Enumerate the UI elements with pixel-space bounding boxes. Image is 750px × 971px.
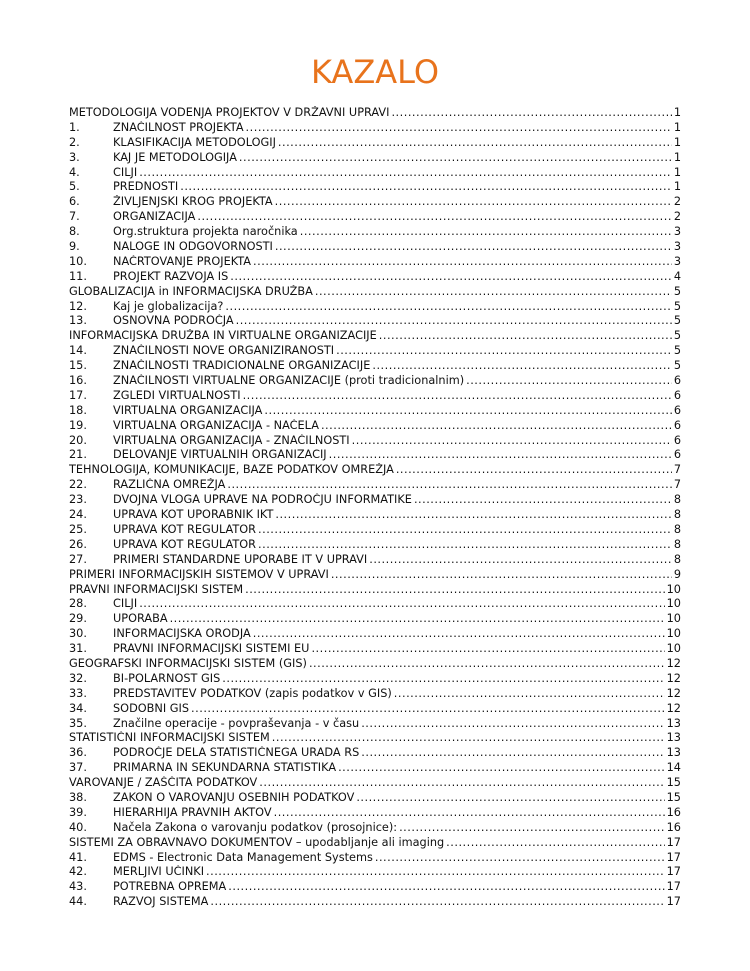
toc-entry[interactable] [69, 717, 681, 732]
toc-dot-leader [394, 687, 665, 702]
toc-entry[interactable] [69, 300, 681, 315]
toc-entry[interactable] [69, 597, 681, 612]
toc-entry-page: 8 [673, 522, 681, 536]
toc-entry[interactable] [69, 255, 681, 270]
toc-entry-number: 37. [69, 761, 87, 775]
toc-entry-label: ZNAČILNOSTI VIRTUALNE ORGANIZACIJE (proti tradicionalnim) [113, 374, 465, 388]
toc-entry[interactable] [69, 612, 681, 627]
toc-entry-number: 16. [69, 374, 87, 388]
toc-entry-number: 13. [69, 314, 87, 328]
toc-entry[interactable] [69, 851, 681, 866]
toc-entry[interactable] [69, 180, 681, 195]
toc-entry-page: 1 [673, 180, 681, 194]
toc-entry[interactable] [69, 642, 681, 657]
toc-dot-leader [258, 523, 672, 538]
toc-entry-label: CILJI [113, 165, 138, 179]
toc-entry-label: DELOVANJE VIRTUALNIH ORGANIZACIJ [113, 448, 327, 462]
toc-entry-number: 5. [69, 180, 80, 194]
toc-dot-leader [275, 508, 671, 523]
toc-entry-page: 8 [673, 552, 681, 566]
toc-entry-page: 8 [673, 537, 681, 551]
toc-entry[interactable] [69, 404, 681, 419]
toc-entry[interactable] [69, 821, 681, 836]
toc-entry-number: 20. [69, 433, 87, 447]
toc-entry-page: 1 [673, 120, 681, 134]
toc-entry-page: 9 [673, 567, 681, 581]
toc-entry[interactable] [69, 359, 681, 374]
toc-entry-page: 2 [673, 195, 681, 209]
table-of-contents [69, 106, 681, 910]
toc-entry-page: 5 [673, 314, 681, 328]
toc-entry-page: 15 [666, 776, 681, 790]
toc-dot-leader [259, 776, 664, 791]
toc-entry-label: PROJEKT RAZVOJA IS [113, 269, 229, 283]
toc-entry-number: 4. [69, 165, 80, 179]
toc-entry-page: 8 [673, 493, 681, 507]
toc-entry-page: 12 [666, 686, 681, 700]
toc-entry-page: 10 [666, 642, 681, 656]
toc-entry-label: KLASIFIKACIJA METODOLOGIJ [113, 135, 276, 149]
toc-entry-page: 4 [673, 269, 681, 283]
toc-dot-leader [191, 702, 665, 717]
toc-dot-leader [253, 627, 665, 642]
toc-dot-leader [274, 806, 665, 821]
toc-entry-label: UPRAVA KOT REGULATOR [113, 537, 257, 551]
toc-entry-number: 31. [69, 642, 87, 656]
toc-entry-page: 3 [673, 240, 681, 254]
toc-dot-leader [236, 314, 672, 329]
toc-entry-page: 10 [666, 612, 681, 626]
toc-entry-label: VIRTUALNA ORGANIZACIJA [113, 403, 263, 417]
toc-entry-page: 5 [673, 329, 681, 343]
toc-entry[interactable] [69, 285, 681, 300]
toc-entry[interactable] [69, 106, 681, 121]
toc-entry-number: 1. [69, 120, 80, 134]
toc-dot-leader [315, 285, 672, 300]
toc-entry[interactable] [69, 195, 681, 210]
toc-entry-number: 34. [69, 701, 87, 715]
toc-entry-number: 7. [69, 210, 80, 224]
toc-entry-label: ŽIVLJENJSKI KROG PROJEKTA [113, 195, 273, 209]
toc-entry-label: UPRAVA KOT REGULATOR [113, 522, 257, 536]
toc-entry[interactable] [69, 836, 681, 851]
toc-entry-page: 17 [666, 895, 681, 909]
toc-dot-leader [264, 404, 671, 419]
toc-dot-leader [258, 538, 672, 553]
toc-entry-number: 9. [69, 240, 80, 254]
toc-entry[interactable] [69, 419, 681, 434]
toc-entry[interactable] [69, 374, 681, 389]
toc-entry-number: 39. [69, 805, 87, 819]
toc-entry-page: 10 [666, 597, 681, 611]
toc-entry-label: KAJ JE METODOLOGIJA [113, 150, 237, 164]
toc-entry-number: 11. [69, 269, 87, 283]
toc-dot-leader [466, 374, 672, 389]
toc-entry-number: 38. [69, 790, 87, 804]
toc-entry-label: BI-POLARNOST GIS [113, 671, 221, 685]
toc-entry-number: 36. [69, 746, 87, 760]
toc-dot-leader [230, 270, 672, 285]
toc-entry[interactable] [69, 389, 681, 404]
toc-entry-number: 17. [69, 388, 87, 402]
toc-entry-label: PRIMERI INFORMACIJSKIH SISTEMOV V UPRAVI [69, 567, 329, 581]
toc-entry-label: NAČRTOVANJE PROJEKTA [113, 254, 252, 268]
toc-entry-page: 3 [673, 254, 681, 268]
toc-entry[interactable] [69, 151, 681, 166]
toc-dot-leader [206, 865, 665, 880]
toc-dot-leader [375, 851, 665, 866]
toc-entry[interactable] [69, 329, 681, 344]
toc-entry-number: 30. [69, 627, 87, 641]
toc-entry[interactable] [69, 136, 681, 151]
toc-dot-leader [361, 717, 664, 732]
toc-entry-number: 8. [69, 225, 80, 239]
toc-dot-leader [239, 151, 672, 166]
page-title: KAZALO [311, 53, 439, 91]
toc-entry-label: STATISTIČNI INFORMACIJSKI SISTEM [69, 731, 270, 745]
toc-entry[interactable] [69, 865, 681, 880]
toc-entry-number: 12. [69, 299, 87, 313]
toc-entry-number: 41. [69, 850, 87, 864]
toc-dot-leader [311, 642, 664, 657]
toc-dot-leader [170, 612, 665, 627]
toc-entry-label: POTREBNA OPREMA [113, 880, 227, 894]
toc-dot-leader [253, 255, 672, 270]
toc-dot-leader [227, 478, 671, 493]
toc-dot-leader [372, 359, 671, 374]
toc-entry[interactable] [69, 225, 681, 240]
toc-entry-label: DVOJNA VLOGA UPRAVE NA PODROČJU INFORMATIKE [113, 493, 412, 507]
toc-entry[interactable] [69, 463, 681, 478]
toc-entry-page: 12 [666, 701, 681, 715]
toc-entry-page: 5 [673, 284, 681, 298]
toc-entry-number: 10. [69, 254, 87, 268]
toc-entry-label: CILJI [113, 597, 138, 611]
toc-entry-number: 19. [69, 418, 87, 432]
toc-entry-label: PRAVNI INFORMACIJSKI SISTEM [69, 582, 244, 596]
toc-entry-label: TEHNOLOGIJA, KOMUNIKACIJE, BAZE PODATKOV OMREŽJA [69, 463, 394, 477]
toc-entry-label: UPORABA [113, 612, 168, 626]
toc-entry-label: SISTEMI ZA OBRAVNAVO DOKUMENTOV – upodabljanje ali imaging [69, 835, 445, 849]
toc-entry-label: PODROČJE DELA STATISTIČNEGA URADA RS [113, 746, 360, 760]
toc-entry[interactable] [69, 895, 681, 910]
toc-entry-number: 28. [69, 597, 87, 611]
toc-dot-leader [338, 761, 665, 776]
toc-entry-page: 1 [673, 150, 681, 164]
toc-entry-page: 10 [666, 627, 681, 641]
toc-entry-number: 15. [69, 359, 87, 373]
toc-entry-page: 6 [673, 374, 681, 388]
toc-dot-leader [391, 106, 671, 121]
toc-entry[interactable] [69, 523, 681, 538]
toc-entry[interactable] [69, 448, 681, 463]
toc-entry-page: 5 [673, 359, 681, 373]
toc-dot-leader [329, 448, 672, 463]
toc-entry-label: PREDNOSTI [113, 180, 179, 194]
toc-dot-leader [197, 210, 671, 225]
toc-entry-number: 26. [69, 537, 87, 551]
toc-entry-number: 44. [69, 895, 87, 909]
toc-entry-label: ZAKON O VAROVANJU OSEBNIH PODATKOV [113, 790, 355, 804]
toc-entry[interactable] [69, 478, 681, 493]
toc-dot-leader [139, 597, 664, 612]
toc-entry-page: 7 [673, 463, 681, 477]
toc-entry-number: 43. [69, 880, 87, 894]
toc-entry-label: PRAVNI INFORMACIJSKI SISTEMI EU [113, 642, 310, 656]
toc-dot-leader [245, 583, 665, 598]
toc-entry-page: 3 [673, 225, 681, 239]
toc-entry-label: OSNOVNA PODROČJA [113, 314, 234, 328]
toc-entry-page: 16 [666, 820, 681, 834]
toc-entry-page: 14 [666, 761, 681, 775]
toc-entry[interactable] [69, 434, 681, 449]
toc-entry[interactable] [69, 493, 681, 508]
toc-dot-leader [361, 746, 664, 761]
toc-entry-number: 18. [69, 403, 87, 417]
toc-entry-label: INFORMACIJSKA ORODJA [113, 627, 251, 641]
toc-entry[interactable] [69, 657, 681, 672]
toc-entry-page: 10 [666, 582, 681, 596]
toc-entry-number: 29. [69, 612, 87, 626]
toc-entry-label: VIRTUALNA ORGANIZACIJA - ZNAČILNOSTI [113, 433, 350, 447]
toc-dot-leader [300, 225, 672, 240]
toc-entry-number: 25. [69, 522, 87, 536]
toc-entry-label: VIRTUALNA ORGANIZACIJA - NAČELA [113, 418, 319, 432]
toc-entry-label: RAZLIČNA OMREŽJA [113, 478, 226, 492]
toc-entry-number: 35. [69, 716, 87, 730]
toc-entry-label: EDMS - Electronic Data Management Systems [113, 850, 373, 864]
toc-entry-label: Načela Zakona o varovanju podatkov (prosojnice): [113, 820, 398, 834]
toc-entry-number: 21. [69, 448, 87, 462]
toc-entry-page: 12 [666, 671, 681, 685]
toc-entry[interactable] [69, 806, 681, 821]
toc-entry[interactable] [69, 553, 681, 568]
toc-entry-number: 6. [69, 195, 80, 209]
toc-entry-page: 1 [673, 106, 681, 119]
toc-entry-number: 2. [69, 135, 80, 149]
toc-entry[interactable] [69, 791, 681, 806]
toc-entry[interactable] [69, 121, 681, 136]
toc-entry-page: 8 [673, 508, 681, 522]
toc-entry-label: GEOGRAFSKI INFORMACIJSKI SISTEM (GIS) [69, 656, 307, 670]
toc-entry-label: RAZVOJ SISTEMA [113, 895, 209, 909]
toc-entry-label: SODOBNI GIS [113, 701, 190, 715]
toc-entry-label: GLOBALIZACIJA in INFORMACIJSKA DRUŽBA [69, 284, 313, 298]
toc-dot-leader [446, 836, 664, 851]
toc-entry-label: Org.struktura projekta naročnika [113, 225, 298, 239]
toc-entry-page: 17 [666, 850, 681, 864]
toc-dot-leader [275, 240, 672, 255]
toc-entry-label: Značilne operacije - povpraševanja - v času [113, 716, 360, 730]
toc-dot-leader [225, 300, 671, 315]
toc-dot-leader [379, 329, 672, 344]
toc-entry-number: 14. [69, 344, 87, 358]
toc-entry-label: PREDSTAVITEV PODATKOV (zapis podatkov v GIS) [113, 686, 392, 700]
toc-entry-label: VAROVANJE / ZAŠČITA PODATKOV [69, 776, 258, 790]
toc-entry-label: PRIMERI STANDARDNE UPORABE IT V UPRAVI [113, 552, 368, 566]
toc-entry[interactable] [69, 746, 681, 761]
toc-entry-number: 3. [69, 150, 80, 164]
toc-entry-label: NALOGE IN ODGOVORNOSTI [113, 240, 273, 254]
toc-dot-leader [309, 657, 665, 672]
toc-entry-page: 17 [666, 880, 681, 894]
toc-entry[interactable] [69, 240, 681, 255]
toc-entry-page: 13 [666, 731, 681, 745]
toc-dot-leader [321, 419, 672, 434]
toc-entry-page: 6 [673, 433, 681, 447]
toc-dot-leader [399, 821, 665, 836]
toc-dot-leader [331, 568, 672, 583]
toc-entry-page: 1 [673, 135, 681, 149]
toc-entry[interactable] [69, 270, 681, 285]
toc-entry-number: 24. [69, 508, 87, 522]
toc-entry[interactable] [69, 761, 681, 776]
toc-dot-leader [210, 895, 664, 910]
toc-entry[interactable] [69, 508, 681, 523]
toc-entry[interactable] [69, 702, 681, 717]
toc-entry-number: 42. [69, 865, 87, 879]
toc-entry-label: ZNAČILNOSTI NOVE ORGANIZIRANOSTI [113, 344, 335, 358]
toc-entry-label: UPRAVA KOT UPORABNIK IKT [113, 508, 274, 522]
toc-entry-page: 16 [666, 805, 681, 819]
toc-entry-number: 33. [69, 686, 87, 700]
toc-dot-leader [243, 389, 672, 404]
toc-dot-leader [369, 553, 672, 568]
toc-entry-number: 27. [69, 552, 87, 566]
toc-entry[interactable] [69, 568, 681, 583]
toc-entry-page: 13 [666, 746, 681, 760]
toc-entry[interactable] [69, 627, 681, 642]
toc-entry[interactable] [69, 538, 681, 553]
toc-entry-page: 6 [673, 418, 681, 432]
toc-entry-label: METODOLOGIJA VODENJA PROJEKTOV V DRŽAVNI UPRAVI [69, 106, 390, 119]
toc-dot-leader [228, 880, 664, 895]
toc-entry-page: 17 [666, 865, 681, 879]
toc-entry[interactable] [69, 880, 681, 895]
toc-dot-leader [272, 731, 665, 746]
toc-entry-label: ZNAČILNOSTI TRADICIONALNE ORGANIZACIJE [113, 359, 371, 373]
toc-entry-label: HIERARHIJA PRAVNIH AKTOV [113, 805, 272, 819]
toc-dot-leader [414, 493, 672, 508]
toc-entry-label: ZNAČILNOST PROJEKTA [113, 120, 244, 134]
toc-entry-page: 5 [673, 344, 681, 358]
toc-entry-label: ZGLEDI VIRTUALNOSTI [113, 388, 241, 402]
toc-entry-page: 6 [673, 448, 681, 462]
toc-entry-page: 12 [666, 656, 681, 670]
toc-entry[interactable] [69, 672, 681, 687]
toc-entry-page: 7 [673, 478, 681, 492]
toc-entry-number: 23. [69, 493, 87, 507]
toc-entry[interactable] [69, 344, 681, 359]
toc-entry-page: 1 [673, 165, 681, 179]
toc-entry-page: 5 [673, 299, 681, 313]
toc-dot-leader [275, 195, 672, 210]
toc-entry[interactable] [69, 583, 681, 598]
toc-dot-leader [180, 180, 672, 195]
toc-entry-number: 32. [69, 671, 87, 685]
toc-entry-label: ORGANIZACIJA [113, 210, 196, 224]
toc-entry-page: 6 [673, 388, 681, 402]
toc-entry-page: 6 [673, 403, 681, 417]
toc-entry[interactable] [69, 687, 681, 702]
toc-entry[interactable] [69, 776, 681, 791]
toc-entry[interactable] [69, 210, 681, 225]
toc-dot-leader [336, 344, 672, 359]
toc-entry[interactable] [69, 314, 681, 329]
toc-entry-label: INFORMACIJSKA DRUŽBA IN VIRTUALNE ORGANIZACIJE [69, 329, 377, 343]
toc-dot-leader [396, 463, 672, 478]
toc-entry-page: 15 [666, 790, 681, 804]
toc-dot-leader [278, 136, 672, 151]
toc-entry[interactable] [69, 166, 681, 181]
toc-entry-label: Kaj je globalizacija? [113, 299, 224, 313]
toc-dot-leader [139, 166, 672, 181]
toc-entry-label: PRIMARNA IN SEKUNDARNA STATISTIKA [113, 761, 337, 775]
toc-entry-page: 2 [673, 210, 681, 224]
toc-dot-leader [222, 672, 664, 687]
toc-dot-leader [352, 434, 672, 449]
toc-entry-number: 40. [69, 820, 87, 834]
toc-entry-label: MERLJIVI UČINKI [113, 865, 205, 879]
toc-entry-number: 22. [69, 478, 87, 492]
toc-dot-leader [356, 791, 664, 806]
toc-entry[interactable] [69, 731, 681, 746]
toc-entry-page: 17 [666, 835, 681, 849]
toc-entry-page: 13 [666, 716, 681, 730]
toc-dot-leader [246, 121, 672, 136]
